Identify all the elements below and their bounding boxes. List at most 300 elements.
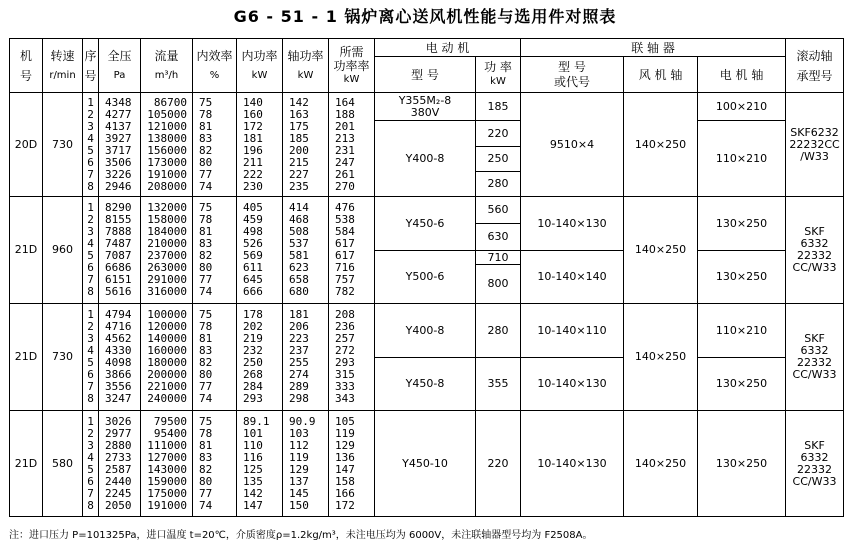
value-line: 3506	[105, 155, 132, 169]
value-line: 132000	[147, 201, 187, 214]
value-line: 74	[199, 498, 213, 512]
motor-power-cell: 355	[476, 358, 521, 411]
value-line: 617	[335, 249, 355, 262]
inner-power-cell	[237, 304, 283, 411]
value-line: 80	[199, 155, 213, 169]
value-line: 82	[199, 356, 213, 369]
header-motor-shaft: 电 机 轴	[698, 57, 786, 93]
value-line: 316000	[147, 285, 187, 298]
value-line: 611	[243, 261, 263, 274]
coupling-type-cell: 10-140×130	[521, 358, 624, 411]
value-line: 782	[335, 285, 355, 298]
speed-cell: 730	[43, 93, 83, 197]
value-line: 1	[87, 414, 94, 428]
value-line: 172	[335, 498, 355, 512]
value-line: 6	[87, 261, 94, 274]
value-line: 237000	[147, 249, 187, 262]
value-line: 1	[87, 308, 94, 321]
motor-type-cell: Y355M₂-8 380V	[375, 93, 476, 121]
value-line: 200	[289, 143, 309, 157]
value-line: 80	[199, 368, 213, 381]
header-row-1	[10, 39, 844, 57]
value-line: 569	[243, 249, 263, 262]
motor-power-cell: 630	[476, 224, 521, 251]
motor-shaft-cell: 130×250	[698, 197, 786, 251]
value-line: 81	[199, 119, 213, 133]
value-line: 200000	[147, 368, 187, 381]
coupling-type-cell: 10-140×110	[521, 304, 624, 358]
value-line: 257	[335, 332, 355, 345]
value-line: 140000	[147, 332, 187, 345]
value-line: 221000	[147, 380, 187, 393]
value-line: 158000	[147, 213, 187, 226]
header-coupling-type: 型 号 或代号	[521, 57, 624, 93]
value-line: 240000	[147, 392, 187, 405]
value-line: 5	[87, 462, 94, 476]
value-line: 5616	[105, 285, 132, 298]
value-line: 74	[199, 179, 213, 193]
coupling-type-cell: 10-140×130	[521, 411, 624, 517]
value-line: 7888	[105, 225, 132, 238]
value-line: 7487	[105, 237, 132, 250]
value-line: 103	[289, 426, 309, 440]
value-line: 4716	[105, 320, 132, 333]
machine-cell: 21D	[10, 411, 43, 517]
value-line: 235	[289, 179, 309, 193]
value-line: 623	[289, 261, 309, 274]
value-line: 79500	[153, 414, 187, 428]
value-line: 414	[289, 201, 309, 214]
value-line: 2	[87, 320, 94, 333]
header-machine: 机 号	[10, 39, 43, 93]
value-line: 3717	[105, 143, 132, 157]
required-power-cell	[329, 304, 375, 411]
value-line: 231	[335, 143, 355, 157]
header-inner-power: 内功率 kW	[237, 39, 283, 93]
motor-power-cell: 280	[476, 172, 521, 197]
value-line: 75	[199, 95, 213, 109]
value-line: 101	[243, 426, 263, 440]
value-line: 263000	[147, 261, 187, 274]
value-line: 210000	[147, 237, 187, 250]
value-line: 81	[199, 225, 213, 238]
motor-shaft-cell: 130×250	[698, 358, 786, 411]
header-speed: 转速 r/min	[43, 39, 83, 93]
shaft-power-cell	[283, 304, 329, 411]
motor-power-cell: 220	[476, 121, 521, 147]
value-line: 498	[243, 225, 263, 238]
value-line: 232	[243, 344, 263, 357]
motor-power-cell: 280	[476, 304, 521, 358]
page-title: G6 - 51 - 1 锅炉离心送风机性能与选用件对照表	[233, 7, 617, 26]
value-line: 291000	[147, 273, 187, 286]
value-line: 95400	[153, 426, 187, 440]
value-line: 191000	[147, 498, 187, 512]
value-line: 5	[87, 143, 94, 157]
header-bearing: 滚动轴 承型号	[786, 39, 844, 93]
header-pressure: 全压 Pa	[99, 39, 141, 93]
value-line: 82	[199, 249, 213, 262]
value-line: 8	[87, 392, 94, 405]
value-line: 2	[87, 107, 94, 121]
efficiency-cell	[193, 304, 237, 411]
value-line: 8155	[105, 213, 132, 226]
value-line: 4330	[105, 344, 132, 357]
value-line: 77	[199, 167, 213, 181]
value-line: 2946	[105, 179, 132, 193]
value-line: 3226	[105, 167, 132, 181]
value-line: 86700	[153, 95, 187, 109]
value-line: 236	[335, 320, 355, 333]
value-line: 191000	[147, 167, 187, 181]
value-line: 110	[243, 438, 263, 452]
machine-cell: 21D	[10, 304, 43, 411]
value-line: 215	[289, 155, 309, 169]
value-line: 5	[87, 249, 94, 262]
required-power-cell	[329, 93, 375, 197]
value-line: 163	[289, 107, 309, 121]
value-line: 202	[243, 320, 263, 333]
group-row	[10, 197, 844, 224]
value-line: 4	[87, 344, 94, 357]
value-line: 74	[199, 285, 213, 298]
header-required-power: 所需 功率率 kW	[329, 39, 375, 93]
efficiency-cell	[193, 411, 237, 517]
value-line: 6	[87, 474, 94, 488]
value-line: 680	[289, 285, 309, 298]
value-line: 138000	[147, 131, 187, 145]
value-line: 272	[335, 344, 355, 357]
value-line: 78	[199, 426, 213, 440]
value-line: 83	[199, 131, 213, 145]
coupling-type-cell: 10-140×140	[521, 251, 624, 304]
motor-power-cell: 560	[476, 197, 521, 224]
value-line: 143000	[147, 462, 187, 476]
value-line: 617	[335, 237, 355, 250]
inner-power-cell	[237, 93, 283, 197]
motor-power-cell: 250	[476, 147, 521, 172]
value-line: 137	[289, 474, 309, 488]
value-line: 3556	[105, 380, 132, 393]
value-line: 7	[87, 167, 94, 181]
value-line: 127000	[147, 450, 187, 464]
bearing-cell: SKF 6332 22332 CC/W33	[786, 304, 844, 411]
value-line: 77	[199, 486, 213, 500]
value-line: 250	[243, 356, 263, 369]
value-line: 74	[199, 392, 213, 405]
value-line: 89.1	[243, 414, 270, 428]
value-line: 8	[87, 498, 94, 512]
value-line: 119	[289, 450, 309, 464]
value-line: 6686	[105, 261, 132, 274]
value-line: 284	[243, 380, 263, 393]
value-line: 4277	[105, 107, 132, 121]
value-line: 3	[87, 119, 94, 133]
pressure-cell	[99, 411, 141, 517]
value-line: 208	[335, 308, 355, 321]
value-line: 2587	[105, 462, 132, 476]
value-line: 150	[289, 498, 309, 512]
header-flow: 流量 m³/h	[141, 39, 193, 93]
value-line: 164	[335, 95, 355, 109]
value-line: 105000	[147, 107, 187, 121]
value-line: 129	[289, 462, 309, 476]
value-line: 293	[335, 356, 355, 369]
group-row	[10, 411, 844, 517]
motor-power-cell: 220	[476, 411, 521, 517]
motor-shaft-cell: 130×250	[698, 411, 786, 517]
value-line: 5	[87, 356, 94, 369]
value-line: 716	[335, 261, 355, 274]
value-line: 343	[335, 392, 355, 405]
fan-shaft-cell: 140×250	[624, 197, 698, 304]
value-line: 3026	[105, 414, 132, 428]
value-line: 213	[335, 131, 355, 145]
value-line: 7	[87, 380, 94, 393]
motor-power-cell: 800	[476, 265, 521, 304]
value-line: 3927	[105, 131, 132, 145]
bearing-cell: SKF6232 22232CC /W33	[786, 93, 844, 197]
header-fan-shaft: 风 机 轴	[624, 57, 698, 93]
value-line: 508	[289, 225, 309, 238]
value-line: 3866	[105, 368, 132, 381]
value-line: 7	[87, 273, 94, 286]
value-line: 2440	[105, 474, 132, 488]
value-line: 459	[243, 213, 263, 226]
motor-shaft-cell: 100×210	[698, 93, 786, 121]
value-line: 175000	[147, 486, 187, 500]
value-line: 160000	[147, 344, 187, 357]
fan-shaft-cell: 140×250	[624, 304, 698, 411]
value-line: 4	[87, 450, 94, 464]
value-line: 3247	[105, 392, 132, 405]
value-line: 538	[335, 213, 355, 226]
value-line: 129	[335, 438, 355, 452]
required-power-cell	[329, 411, 375, 517]
coupling-type-cell: 10-140×130	[521, 197, 624, 251]
motor-power-cell: 710	[476, 251, 521, 265]
value-line: 289	[289, 380, 309, 393]
efficiency-cell	[193, 197, 237, 304]
value-line: 80	[199, 474, 213, 488]
value-line: 4	[87, 131, 94, 145]
value-line: 4	[87, 237, 94, 250]
value-line: 2050	[105, 498, 132, 512]
value-line: 142	[289, 95, 309, 109]
value-line: 125	[243, 462, 263, 476]
motor-type-cell: Y450-8	[375, 358, 476, 411]
value-line: 6151	[105, 273, 132, 286]
value-line: 100000	[147, 308, 187, 321]
pressure-cell	[99, 197, 141, 304]
value-line: 211	[243, 155, 263, 169]
value-line: 261	[335, 167, 355, 181]
value-line: 119	[335, 426, 355, 440]
value-line: 255	[289, 356, 309, 369]
value-line: 82	[199, 143, 213, 157]
header-seq: 序 号	[83, 39, 99, 93]
value-line: 3	[87, 225, 94, 238]
value-line: 105	[335, 414, 355, 428]
value-line: 7087	[105, 249, 132, 262]
value-line: 78	[199, 213, 213, 226]
value-line: 147	[243, 498, 263, 512]
motor-type-cell: Y450-10	[375, 411, 476, 517]
seq-cell	[83, 197, 99, 304]
value-line: 166	[335, 486, 355, 500]
value-line: 8	[87, 179, 94, 193]
inner-power-cell	[237, 411, 283, 517]
value-line: 173000	[147, 155, 187, 169]
coupling-type-cell: 9510×4	[521, 93, 624, 197]
value-line: 78	[199, 320, 213, 333]
value-line: 121000	[147, 119, 187, 133]
value-line: 175	[289, 119, 309, 133]
value-line: 227	[289, 167, 309, 181]
value-line: 178	[243, 308, 263, 321]
machine-cell: 20D	[10, 93, 43, 197]
value-line: 180000	[147, 356, 187, 369]
value-line: 181	[289, 308, 309, 321]
value-line: 2880	[105, 438, 132, 452]
motor-shaft-cell: 110×210	[698, 121, 786, 197]
value-line: 7	[87, 486, 94, 500]
value-line: 112	[289, 438, 309, 452]
value-line: 75	[199, 414, 213, 428]
value-line: 116	[243, 450, 263, 464]
value-line: 405	[243, 201, 263, 214]
value-line: 81	[199, 332, 213, 345]
seq-cell	[83, 411, 99, 517]
value-line: 208000	[147, 179, 187, 193]
seq-cell	[83, 93, 99, 197]
speed-cell: 730	[43, 304, 83, 411]
flow-cell	[141, 197, 193, 304]
value-line: 82	[199, 462, 213, 476]
value-line: 315	[335, 368, 355, 381]
header-efficiency: 内效率 %	[193, 39, 237, 93]
value-line: 142	[243, 486, 263, 500]
value-line: 3	[87, 332, 94, 345]
value-line: 147	[335, 462, 355, 476]
value-line: 8290	[105, 201, 132, 214]
value-line: 3	[87, 438, 94, 452]
value-line: 230	[243, 179, 263, 193]
value-line: 581	[289, 249, 309, 262]
value-line: 120000	[147, 320, 187, 333]
value-line: 83	[199, 450, 213, 464]
value-line: 111000	[147, 438, 187, 452]
flow-cell	[141, 93, 193, 197]
fan-shaft-cell: 140×250	[624, 411, 698, 517]
header-motor-type: 型 号	[375, 57, 476, 93]
bearing-cell: SKF 6332 22332 CC/W33	[786, 411, 844, 517]
bearing-cell: SKF 6332 22332 CC/W33	[786, 197, 844, 304]
value-line: 4348	[105, 95, 132, 109]
efficiency-cell	[193, 93, 237, 197]
inner-power-cell	[237, 197, 283, 304]
value-line: 78	[199, 107, 213, 121]
value-line: 219	[243, 332, 263, 345]
footnote: 注：进口压力 P=101325Pa，进口温度 t=20℃，介质密度ρ=1.2kg/m³，未注电压均为 6000V，未注联轴器型号均为 F2508A。	[9, 530, 593, 541]
value-line: 4098	[105, 356, 132, 369]
flow-cell	[141, 304, 193, 411]
motor-shaft-cell: 110×210	[698, 304, 786, 358]
value-line: 247	[335, 155, 355, 169]
value-line: 77	[199, 380, 213, 393]
value-line: 90.9	[289, 414, 316, 428]
value-line: 757	[335, 273, 355, 286]
value-line: 184000	[147, 225, 187, 238]
value-line: 237	[289, 344, 309, 357]
value-line: 2	[87, 213, 94, 226]
value-line: 6	[87, 155, 94, 169]
header-shaft-power: 轴功率 kW	[283, 39, 329, 93]
value-line: 185	[289, 131, 309, 145]
value-line: 80	[199, 261, 213, 274]
value-line: 145	[289, 486, 309, 500]
value-line: 666	[243, 285, 263, 298]
shaft-power-cell	[283, 197, 329, 304]
value-line: 468	[289, 213, 309, 226]
motor-type-cell: Y500-6	[375, 251, 476, 304]
value-line: 333	[335, 380, 355, 393]
value-line: 1	[87, 95, 94, 109]
motor-shaft-cell: 130×250	[698, 251, 786, 304]
value-line: 160	[243, 107, 263, 121]
value-line: 172	[243, 119, 263, 133]
value-line: 222	[243, 167, 263, 181]
motor-type-cell: Y400-8	[375, 304, 476, 358]
value-line: 1	[87, 201, 94, 214]
value-line: 81	[199, 438, 213, 452]
selection-table	[9, 38, 844, 517]
value-line: 537	[289, 237, 309, 250]
value-line: 6	[87, 368, 94, 381]
value-line: 181	[243, 131, 263, 145]
shaft-power-cell	[283, 93, 329, 197]
fan-shaft-cell: 140×250	[624, 93, 698, 197]
value-line: 201	[335, 119, 355, 133]
motor-type-cell: Y400-8	[375, 121, 476, 197]
value-line: 645	[243, 273, 263, 286]
header-motor-power: 功 率 kW	[476, 57, 521, 93]
value-line: 274	[289, 368, 309, 381]
value-line: 658	[289, 273, 309, 286]
value-line: 156000	[147, 143, 187, 157]
value-line: 298	[289, 392, 309, 405]
value-line: 159000	[147, 474, 187, 488]
value-line: 584	[335, 225, 355, 238]
pressure-cell	[99, 93, 141, 197]
value-line: 526	[243, 237, 263, 250]
value-line: 83	[199, 237, 213, 250]
value-line: 188	[335, 107, 355, 121]
value-line: 476	[335, 201, 355, 214]
machine-cell: 21D	[10, 197, 43, 304]
value-line: 293	[243, 392, 263, 405]
value-line: 140	[243, 95, 263, 109]
header-coupling: 联 轴 器	[521, 39, 786, 57]
value-line: 2733	[105, 450, 132, 464]
value-line: 136	[335, 450, 355, 464]
pressure-cell	[99, 304, 141, 411]
value-line: 75	[199, 201, 213, 214]
value-line: 4562	[105, 332, 132, 345]
value-line: 223	[289, 332, 309, 345]
value-line: 83	[199, 344, 213, 357]
header-motor: 电 动 机	[375, 39, 521, 57]
